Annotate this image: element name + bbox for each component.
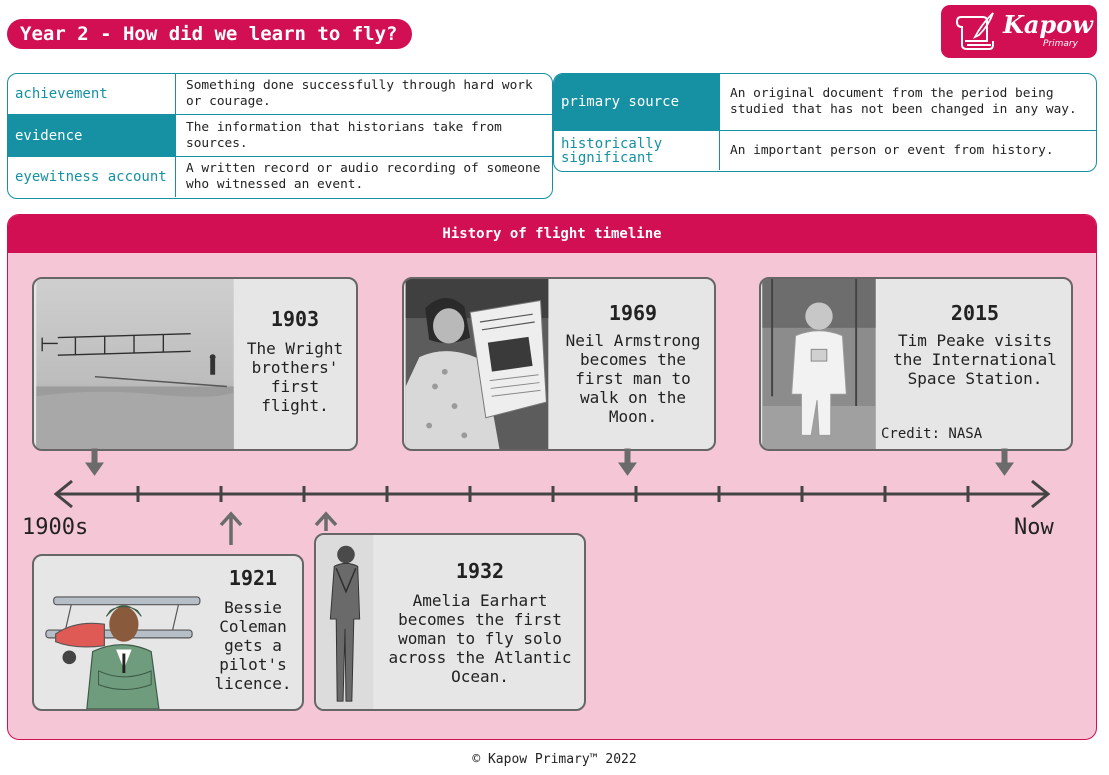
astronaut-photo [761, 279, 877, 449]
event-year: 1932 [455, 559, 505, 583]
timeline-heading: History of flight timeline [8, 215, 1096, 253]
event-description: Amelia Earhart becomes the first woman to fly solo across the Atlantic Ocean. [388, 591, 572, 686]
newspaper-reader-photo [404, 279, 550, 449]
page-title: Year 2 - How did we learn to fly? [7, 19, 412, 49]
timeline-start-label: 1900s [22, 515, 89, 540]
kapow-logo [941, 5, 1097, 58]
vocab-term: achievement [8, 74, 176, 114]
event-year: 1969 [608, 301, 658, 325]
copyright-footer: © Kapow Primary™ 2022 [472, 752, 637, 767]
vocab-row [554, 131, 1096, 170]
event-card-1921 [32, 554, 304, 711]
timeline-end-label: Now [1014, 515, 1054, 540]
timeline-axis [8, 435, 1097, 545]
vocab-definition: The information that historians take from sources. [186, 119, 502, 151]
photo-credit: Credit: NASA [881, 426, 983, 442]
event-description: Neil Armstrong becomes the first man to walk on the Moon. [565, 331, 701, 426]
bessie-coleman-illustration [34, 556, 204, 709]
event-description: Bessie Coleman gets a pilot's licence. [214, 598, 292, 693]
event-year: 1921 [228, 566, 278, 590]
amelia-earhart-photo [316, 535, 374, 709]
timeline-panel [7, 214, 1097, 740]
vocab-row [554, 74, 1096, 131]
vocab-term: historically significant [554, 131, 720, 170]
vocab-term: primary source [554, 74, 720, 130]
vocabulary-table-right [553, 73, 1097, 172]
vocabulary-table-left [7, 73, 553, 199]
event-card-1903 [32, 277, 358, 451]
vocab-definition: An original document from the period being studied that has not been changed in any way. [730, 86, 1077, 117]
vocab-definition: A written record or audio recording of someone who witnessed an event. [186, 161, 541, 192]
vocab-row [8, 115, 552, 157]
event-card-1969 [402, 277, 716, 451]
event-year: 2015 [950, 301, 1000, 325]
event-year: 1903 [270, 307, 320, 331]
vocab-definition: Something done successfully through hard work or courage. [186, 78, 533, 109]
wright-flyer-photo [34, 279, 236, 449]
scroll-icon [953, 11, 997, 53]
event-card-2015 [759, 277, 1073, 451]
vocab-row [8, 157, 552, 197]
event-description: Tim Peake visits the International Space Station. [893, 331, 1057, 388]
event-description: The Wright brothers' first flight. [246, 339, 344, 415]
vocab-term: eyewitness account [8, 157, 176, 197]
vocab-definition: An important person or event from history. [730, 142, 1054, 158]
event-card-1932 [314, 533, 586, 711]
logo-text: Kapow [1003, 10, 1093, 39]
logo-subtext: Primary [1043, 39, 1078, 49]
vocab-row [8, 74, 552, 115]
vocab-term: evidence [8, 115, 176, 156]
